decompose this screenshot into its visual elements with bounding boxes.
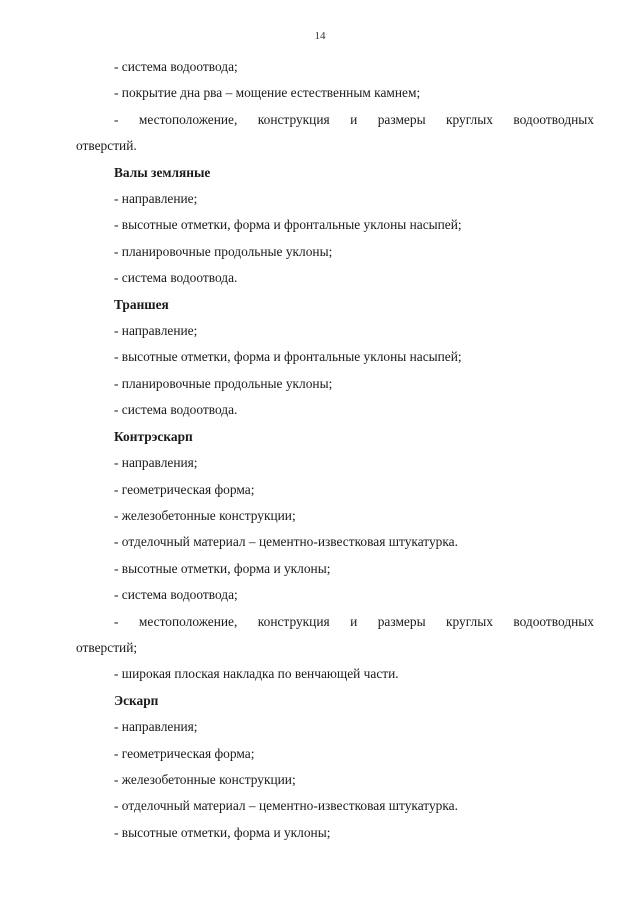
list-item: - высотные отметки, форма и уклоны; — [114, 560, 331, 576]
list-item: - высотные отметки, форма и уклоны; — [114, 824, 331, 840]
list-item: - планировочные продольные уклоны; — [114, 243, 333, 259]
list-item: - система водоотвода. — [114, 270, 238, 286]
list-item-wrapped — [76, 609, 594, 662]
section-heading: Контрэскарп — [114, 428, 193, 444]
section-heading: Валы земляные — [114, 164, 211, 180]
list-item: - покрытие дна рва – мощение естественным камнем; — [114, 85, 421, 101]
list-item-first-line: - местоположение, конструкция и размеры круглых водоотводных — [114, 111, 594, 127]
list-item: - отделочный материал – цементно-известковая штукатурка. — [114, 798, 458, 814]
list-item: - геометрическая форма; — [114, 745, 255, 761]
list-item: - система водоотвода. — [114, 402, 238, 418]
list-item: - система водоотвода; — [114, 59, 238, 74]
section-heading: Траншея — [114, 296, 169, 312]
list-item-continuation: отверстий. — [76, 138, 137, 154]
list-item-continuation: отверстий; — [76, 639, 138, 655]
list-item-wrapped — [76, 107, 594, 160]
list-item: - направление; — [114, 191, 198, 207]
document-body — [76, 54, 594, 846]
list-item: - железобетонные конструкции; — [114, 771, 296, 787]
page-number: 14 — [314, 30, 326, 42]
list-item-first-line: - местоположение, конструкция и размеры круглых водоотводных — [114, 613, 594, 629]
section-heading: Эскарп — [114, 692, 159, 708]
list-item: - широкая плоская накладка по венчающей части. — [114, 666, 399, 682]
list-item: - высотные отметки, форма и фронтальные уклоны насыпей; — [114, 217, 462, 233]
list-item: - направления; — [114, 455, 198, 471]
list-item: - высотные отметки, форма и фронтальные уклоны насыпей; — [114, 349, 462, 365]
list-item: - система водоотвода; — [114, 587, 238, 603]
list-item: - железобетонные конструкции; — [114, 507, 296, 523]
list-item: - планировочные продольные уклоны; — [114, 375, 333, 391]
list-item: - отделочный материал – цементно-известковая штукатурка. — [114, 534, 458, 550]
list-item: - геометрическая форма; — [114, 481, 255, 497]
list-item: - направления; — [114, 719, 198, 735]
list-item: - направление; — [114, 323, 198, 339]
